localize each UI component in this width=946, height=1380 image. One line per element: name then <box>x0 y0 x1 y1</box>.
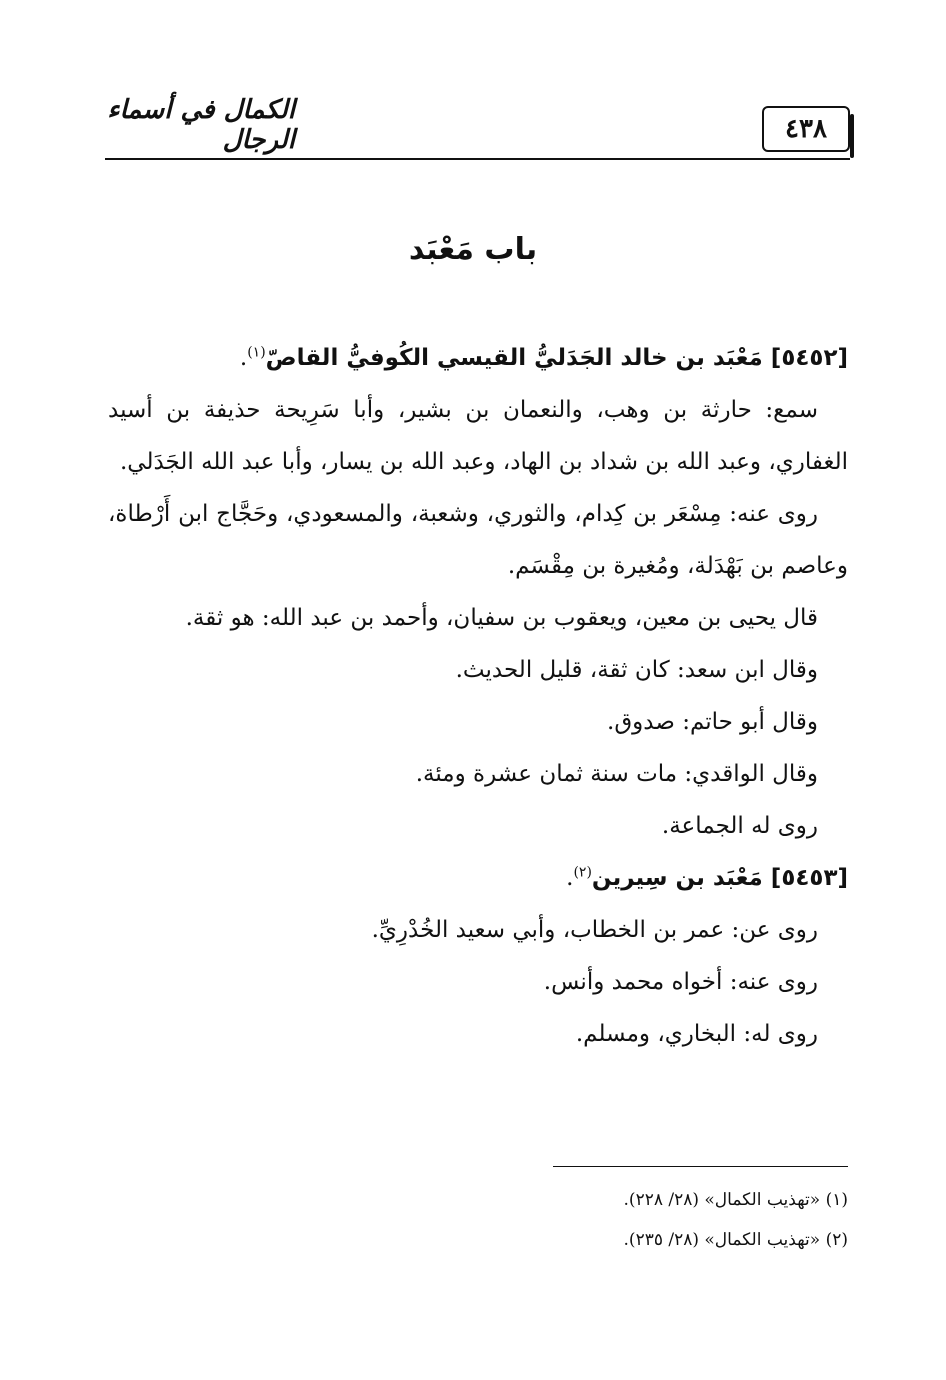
paragraph: قال يحيى بن معين، ويعقوب بن سفيان، وأحمد بن عبد الله: هو ثقة. <box>185 605 818 631</box>
text-line: وقال أبو حاتم: صدوق. <box>607 709 818 735</box>
text-line: وقال الواقدي: مات سنة ثمان عشرة ومئة. <box>415 761 818 787</box>
footnotes <box>400 1180 848 1260</box>
text-line: روى له: البخاري، ومسلم. <box>575 1021 818 1047</box>
text-line: وقال ابن سعد: كان ثقة، قليل الحديث. <box>455 657 818 683</box>
chapter-title: باب مَعْبَد <box>408 232 538 267</box>
text-line: روى له الجماعة. <box>661 813 818 839</box>
footnote-ref: (١) <box>247 344 266 361</box>
main-text <box>108 332 848 1060</box>
entry-heading-text: [٥٤٥٣] مَعْبَد بن سِيرين <box>591 865 848 891</box>
text-line: روى عنه: أخواه محمد وأنس. <box>543 969 818 995</box>
entry-heading: [٥٤٥٢] مَعْبَد بن خالد الجَدَليُّ القيسي الكُوفيُّ القاصّ$^{(١)}$. <box>239 344 848 371</box>
entry-heading: [٥٤٥٣] مَعْبَد بن سِيرين$^{(٢)}$. <box>566 864 848 891</box>
footnote-separator <box>553 1166 848 1167</box>
text-line: روى عن: عمر بن الخطاب، وأبي سعيد الخُدْرِيِّ. <box>371 917 818 943</box>
footnote-ref: (٢) <box>573 864 592 881</box>
page-number: ٤٣٨ <box>762 106 850 152</box>
paragraph: سمع: حارثة بن وهب، والنعمان بن بشير، وأبا سَرِيحة حذيفة بن أسيد الغفاري، وعبد الله بن شداد بن الهاد، وعبد الله بن يسار، وأبا عبد الله الجَدَلي. <box>108 397 848 475</box>
running-title: الكمال في أسماء الرجال <box>107 95 295 155</box>
footnote: (٢) «تهذيب الكمال» (٢٨/ ٢٣٥). <box>623 1230 848 1250</box>
paragraph: روى عنه: مِسْعَر بن كِدام، والثوري، وشعبة، والمسعودي، وحَجَّاج ابن أَرْطاة، وعاصم بن بَهْدَلة، ومُغيرة بن مِقْسَم. <box>108 501 848 579</box>
page-header <box>105 95 850 160</box>
footnote: (١) «تهذيب الكمال» (٢٨/ ٢٢٨). <box>623 1190 848 1210</box>
entry-heading-text: [٥٤٥٢] مَعْبَد بن خالد الجَدَليُّ القيسي الكُوفيُّ القاصّ <box>265 345 848 371</box>
